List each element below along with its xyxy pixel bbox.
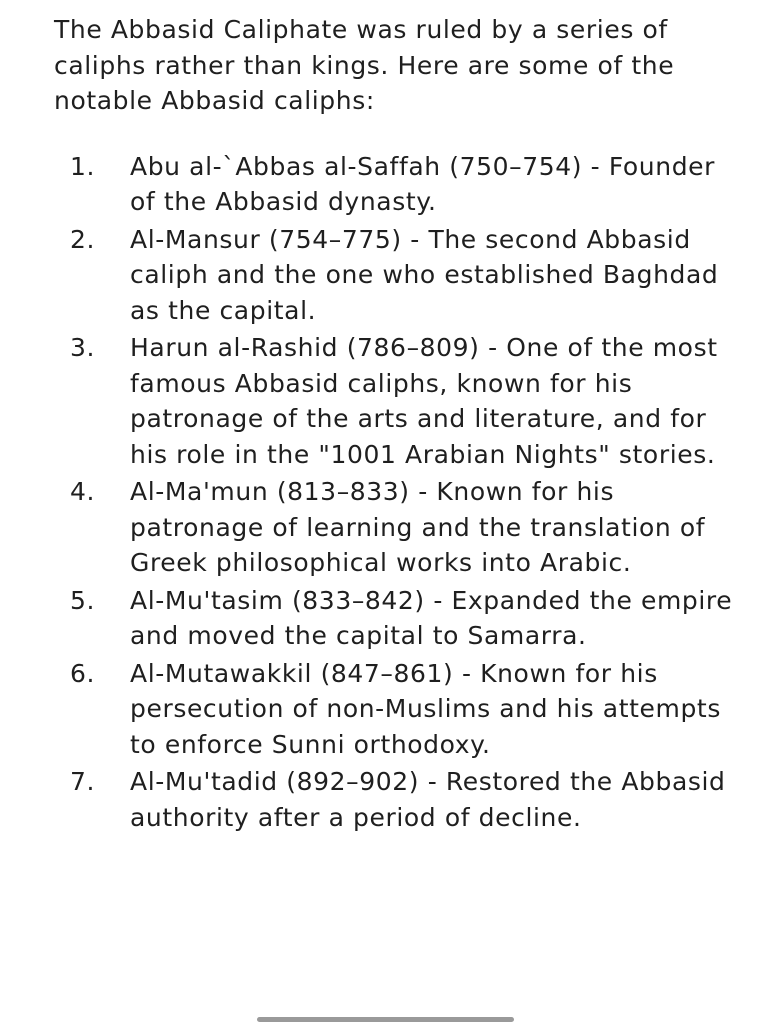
list-item-text: Abu al-`Abbas al-Saffah (750–754) - Founder of the Abbasid dynasty. [130,151,716,216]
list-item-number: 7. [70,767,96,796]
list-item [54,222,734,329]
chat-response [54,12,734,837]
list-item-text: Al-Mansur (754–775) - The second Abbasid caliph and the one who established Baghdad as the capital. [130,224,719,325]
list-item [54,149,734,220]
list-item-text: Al-Ma'mun (813–833) - Known for his patronage of learning and the translation of Greek philosophical works into Arabic. [130,477,706,577]
list-item [54,583,734,654]
list-item-text: Al-Mu'tasim (833–842) - Expanded the empire and moved the capital to Samarra. [130,585,733,650]
list-item-number: 3. [70,333,96,362]
list-item-number: 6. [70,658,96,688]
list-item-text: Al-Mu'tadid (892–902) - Restored the Abbasid authority after a period of decline. [130,767,726,832]
list-item-number: 5. [70,585,96,615]
intro-paragraph: The Abbasid Caliphate was ruled by a series of caliphs rather than kings. Here are some of the notable Abbasid caliphs: [54,15,675,115]
home-indicator[interactable] [257,1017,514,1022]
list-item-number: 1. [70,151,96,181]
list-item-text: Harun al-Rashid (786–809) - One of the most famous Abbasid caliphs, known for his patronage of the arts and literature, and for his role in the "1001 Arabian Nights" stories. [130,333,718,469]
list-item-number: 2. [70,224,96,254]
list-item-text: Al-Mutawakkil (847–861) - Known for his persecution of non-Muslims and his attempts to enforce Sunni orthodoxy. [130,658,721,759]
list-item [54,764,734,835]
list-item [54,656,734,763]
list-item [54,474,734,581]
list-item-number: 4. [70,477,96,506]
list-item [54,330,734,472]
caliph-list [54,149,734,836]
